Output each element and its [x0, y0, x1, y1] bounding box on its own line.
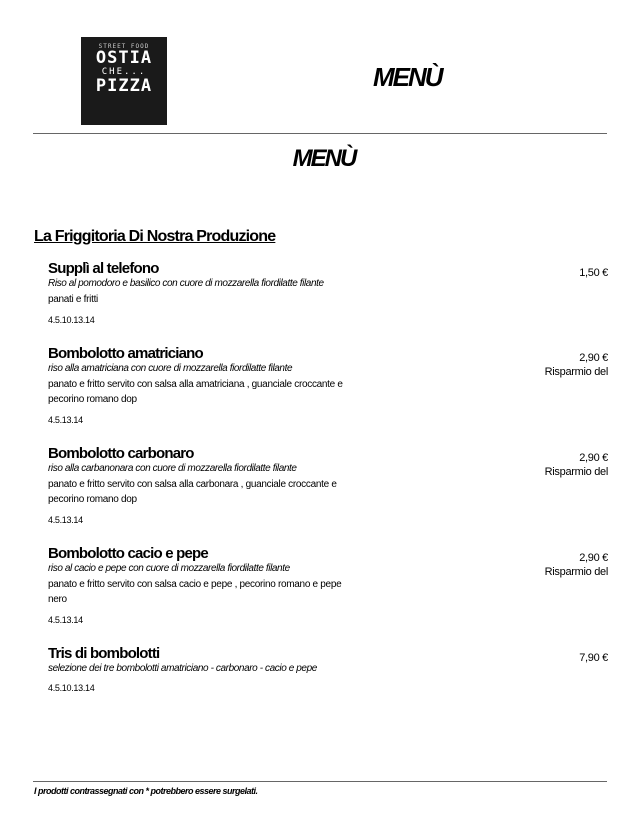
item-detail: panato e fritto servito con salsa alla amatriciana , guanciale croccante e pecorino romano dop [48, 379, 343, 405]
item-name: Bombolotto cacio e pepe [48, 545, 208, 562]
item-name: Tris di bombolotti [48, 645, 160, 662]
item-name: Supplì al telefono [48, 260, 159, 277]
menu-item [48, 260, 608, 325]
item-description: Riso al pomodoro e basilico con cuore di mozzarella fiordilatte filante [48, 278, 324, 289]
item-price: 2,90 € [579, 452, 608, 464]
item-price: 7,90 € [579, 652, 608, 664]
menu-items-list [48, 260, 608, 713]
item-detail: panati e fritti [48, 294, 98, 305]
item-allergen-codes: 4.5.10.13.14 [48, 683, 95, 693]
item-description: riso al cacio e pepe con cuore di mozzarella fiordilatte filante [48, 563, 290, 574]
logo-line-2: CHE... [101, 67, 147, 77]
item-price-block [579, 651, 608, 665]
item-detail: panato e fritto servito con salsa alla carbonara , guanciale croccante e pecorino romano dop [48, 479, 337, 505]
logo-line-1: OSTIA [95, 48, 153, 68]
item-savings-note: Risparmio del [544, 466, 608, 478]
logo-line-3: PIZZA [95, 76, 153, 96]
item-name: Bombolotto carbonaro [48, 445, 194, 462]
item-allergen-codes: 4.5.13.14 [48, 515, 83, 525]
page-title-text: MENÙ [292, 145, 356, 172]
item-price: 1,50 € [579, 267, 608, 279]
item-price: 2,90 € [579, 552, 608, 564]
item-allergen-codes: 4.5.10.13.14 [48, 315, 95, 325]
page-title [0, 145, 640, 173]
menu-item [48, 645, 608, 693]
item-savings-note: Risparmio del [544, 566, 608, 578]
item-price-block [579, 266, 608, 280]
item-price-block [545, 551, 608, 579]
footer-note: I prodotti contrassegnati con * potrebbero essere surgelati. [34, 786, 258, 796]
item-price-block [545, 351, 608, 379]
item-detail: panato e fritto servito con salsa cacio e pepe , pecorino romano e pepe nero [48, 579, 342, 605]
item-allergen-codes: 4.5.13.14 [48, 615, 83, 625]
menu-item [48, 345, 608, 425]
section-title: La Friggitoria Di Nostra Produzione [34, 228, 276, 245]
item-description: selezione dei tre bombolotti amatriciano - carbonaro - cacio e pepe [48, 663, 317, 674]
item-price-block [545, 451, 608, 479]
logo-top-text: STREET FOOD [98, 43, 150, 50]
footer-divider [33, 781, 607, 782]
item-description: riso alla amatriciana con cuore di mozzarella fiordilatte filante [48, 363, 293, 374]
item-description: riso alla carbanonara con cuore di mozzarella fiordilatte filante [48, 463, 297, 474]
header-divider [33, 133, 607, 134]
item-savings-note: Risparmio del [544, 366, 608, 378]
menu-item [48, 445, 608, 525]
menu-item [48, 545, 608, 625]
item-price: 2,90 € [579, 352, 608, 364]
item-name: Bombolotto amatriciano [48, 345, 203, 362]
restaurant-logo [81, 37, 167, 125]
header-title: MENÙ [373, 62, 442, 92]
item-allergen-codes: 4.5.13.14 [48, 415, 83, 425]
